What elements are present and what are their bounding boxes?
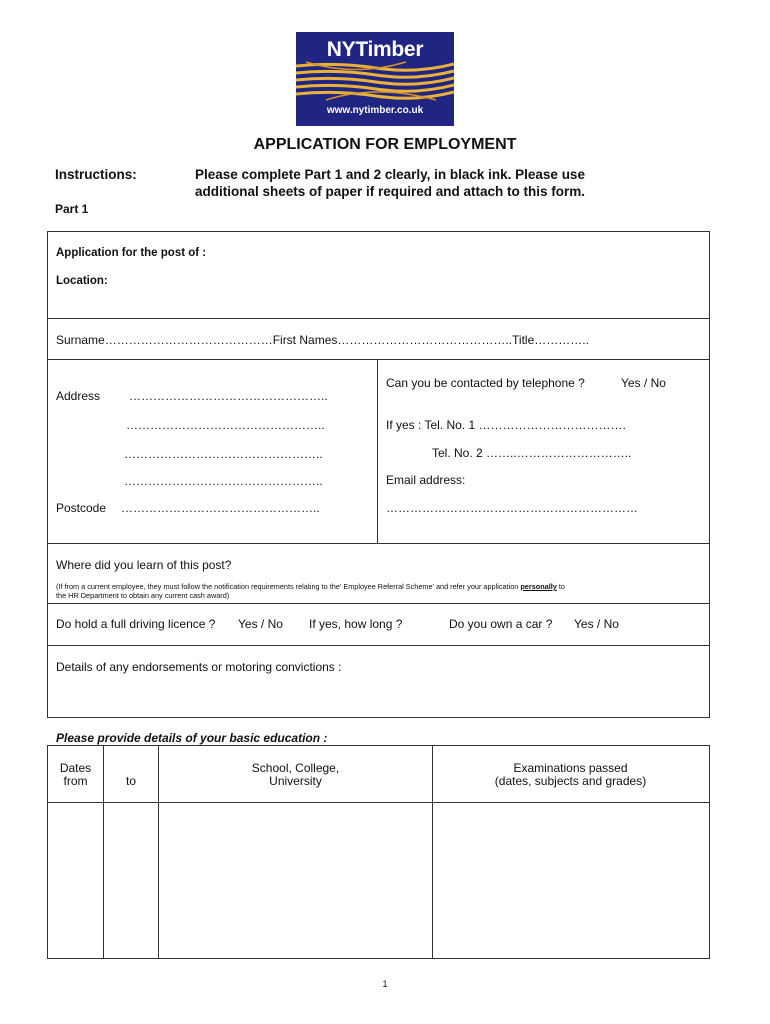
divider	[47, 359, 709, 360]
referral-note-line-2: the HR Department to obtain any current cash award)	[56, 591, 230, 600]
address-line-3[interactable]: …………………………………………..	[124, 447, 323, 461]
col-dates-header-2: from	[63, 774, 88, 788]
education-dates-from-cell[interactable]	[48, 803, 103, 957]
driving-licence-yes-no[interactable]: Yes / No	[238, 617, 283, 631]
driving-licence-question: Do hold a full driving licence ?	[56, 617, 216, 631]
company-logo	[296, 32, 454, 126]
tel-1-field[interactable]: If yes : Tel. No. 1 ……………………………….	[386, 418, 626, 432]
col-school-header-2: University	[269, 774, 322, 788]
form-title: APPLICATION FOR EMPLOYMENT	[253, 136, 517, 153]
col-to-header: to	[125, 774, 136, 788]
post-applied-label: Application for the post of :	[56, 247, 207, 259]
education-exams-cell[interactable]	[433, 803, 708, 957]
address-line-4[interactable]: …………………………………………..	[124, 474, 323, 488]
email-field[interactable]: ………………………………………………………	[386, 501, 638, 515]
part-1-label: Part 1	[55, 202, 89, 216]
telephone-contact-yes-no[interactable]: Yes / No	[621, 376, 666, 390]
postcode-label: Postcode	[56, 501, 107, 515]
logo-name: NYTimber	[326, 38, 424, 61]
learn-of-post-question: Where did you learn of this post?	[56, 558, 232, 572]
own-car-yes-no[interactable]: Yes / No	[574, 617, 619, 631]
email-label: Email address:	[386, 473, 466, 487]
tel-2-field[interactable]: Tel. No. 2 ……..………………………..	[432, 446, 632, 460]
postcode-field[interactable]: …………………………………………..	[121, 501, 320, 515]
education-school-cell[interactable]	[159, 803, 432, 957]
col-exams-header-1: Examinations passed	[513, 761, 628, 775]
page-number: 1	[382, 979, 388, 989]
referral-note-emphasis: personally	[520, 582, 557, 591]
col-school-header-1: School, College,	[251, 761, 340, 775]
telephone-contact-question: Can you be contacted by telephone ?	[386, 376, 585, 390]
divider	[47, 543, 709, 544]
divider	[47, 645, 709, 646]
logo-url: www.nytimber.co.uk	[326, 105, 424, 116]
education-heading: Please provide details of your basic education :	[56, 731, 328, 745]
education-dates-to-cell[interactable]	[104, 803, 158, 957]
instructions-label: Instructions:	[55, 167, 137, 182]
endorsements-label: Details of any endorsements or motoring convictions :	[56, 660, 342, 674]
referral-note-text: (If from a current employee, they must follow the notification requirements relating to the' Employee Referral Scheme' and refer your application	[56, 582, 521, 591]
own-car-question: Do you own a car ?	[449, 617, 553, 631]
address-line-1[interactable]: …………………………………………..	[129, 389, 328, 403]
instructions-line-2: additional sheets of paper if required and attach to this form.	[195, 184, 586, 199]
instructions-line-1: Please complete Part 1 and 2 clearly, in black ink. Please use	[195, 167, 585, 182]
address-line-2[interactable]: …………………………………………..	[126, 418, 325, 432]
column-divider	[377, 360, 378, 543]
licence-how-long-label: If yes, how long ?	[309, 617, 403, 631]
address-label: Address	[56, 389, 101, 403]
col-dates-header-1: Dates	[59, 761, 92, 775]
divider	[47, 318, 709, 319]
location-label: Location:	[56, 275, 108, 287]
referral-note-end: to	[556, 582, 565, 591]
col-exams-header-2: (dates, subjects and grades)	[494, 774, 647, 788]
divider	[47, 603, 709, 604]
names-line[interactable]: Surname……………………………………First Names……………………………………..Title…………..	[56, 333, 589, 347]
